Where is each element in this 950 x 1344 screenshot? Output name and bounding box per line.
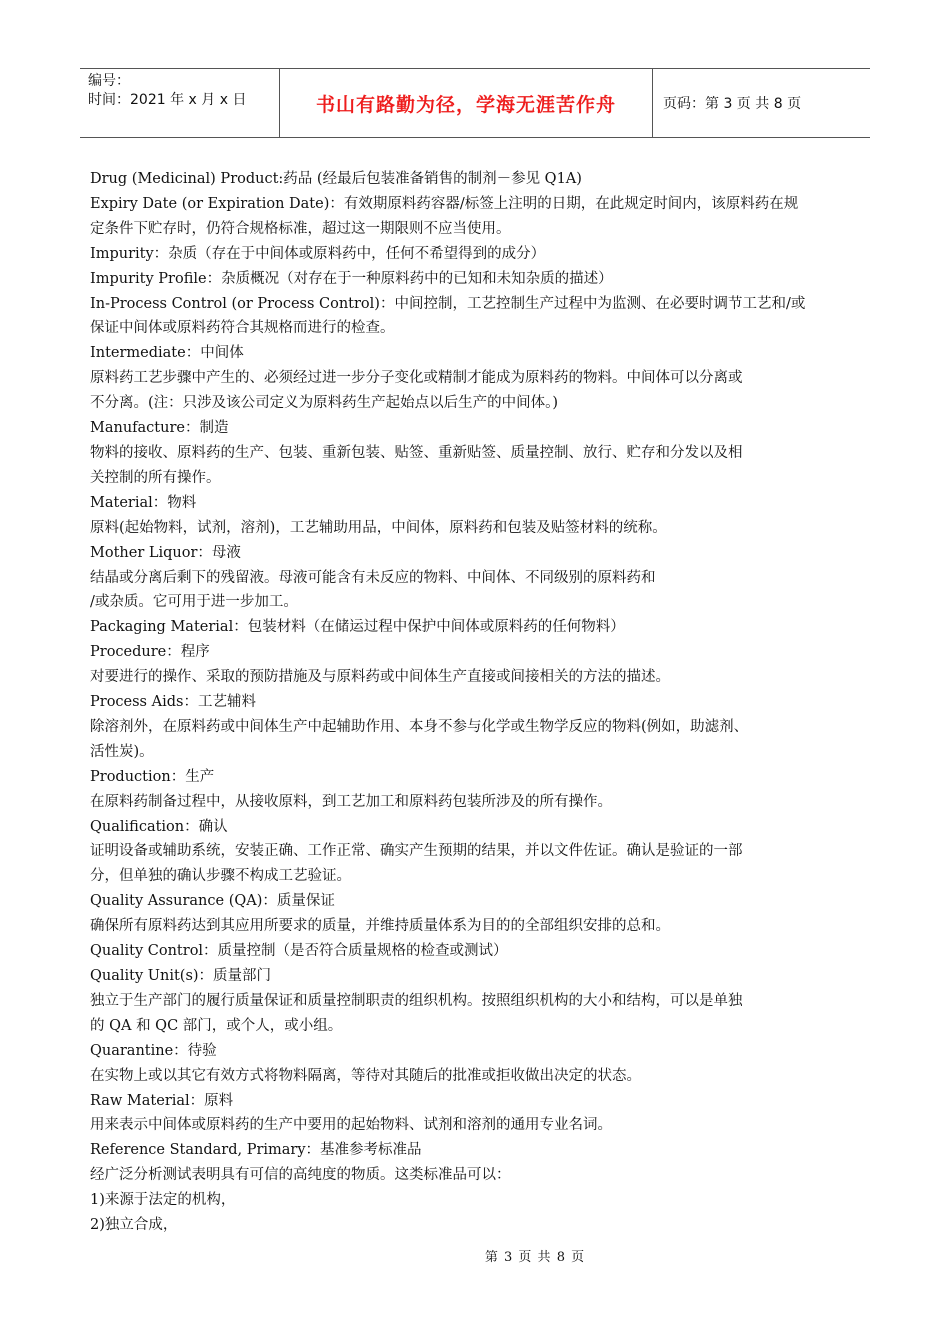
body-line: 1)来源于法定的机构， <box>90 1192 236 1209</box>
body-line: 2)独立合成， <box>90 1217 178 1234</box>
body-line: Manufacture：制造 <box>90 420 229 437</box>
body-line: Quality Control：质量控制（是否符合质量规格的检查或测试） <box>90 943 508 960</box>
body-line: Packaging Material：包装材料（在储运过程中保护中间体或原料药的任何物料） <box>90 619 625 636</box>
body-line: 对要进行的操作、采取的预防措施及与原料药或中间体生产直接或间接相关的方法的描述。 <box>90 669 670 686</box>
document-time-label: 时间：2021 年 x 月 x 日 <box>88 92 247 108</box>
body-line: Production：生产 <box>90 768 215 785</box>
body-line: 原料(起始物料，试剂，溶剂)，工艺辅助用品，中间体，原料药和包装及贴签材料的统称。 <box>90 519 667 536</box>
body-line: 分，但单独的确认步骤不构成工艺验证。 <box>90 868 351 885</box>
page-footer <box>0 1246 950 1265</box>
body-line: Impurity Profile：杂质概况（对存在于一种原料药中的已知和未知杂质的描述） <box>90 270 613 287</box>
body-line: 确保所有原料药达到其应用所要求的质量，并维持质量体系为目的的全部组织安排的总和。 <box>90 918 670 935</box>
header-meta <box>80 69 280 137</box>
body-line: 的 QA 和 QC 部门，或个人，或小组。 <box>90 1017 343 1034</box>
body-line: Material：物料 <box>90 494 197 511</box>
body-line: 除溶剂外，在原料药或中间体生产中起辅助作用、本身不参与化学或生物学反应的物料(例如，助滤剂、 <box>90 718 749 735</box>
page-header <box>80 68 870 138</box>
body-line: Reference Standard, Primary：基准参考标准品 <box>90 1142 422 1159</box>
body-line: 保证中间体或原料药符合其规格而进行的检查。 <box>90 320 395 337</box>
body-line: Raw Material：原料 <box>90 1092 234 1109</box>
body-line: Qualification：确认 <box>90 818 228 835</box>
body-line: Mother Liquor：母液 <box>90 544 241 561</box>
body-line: Procedure：程序 <box>90 644 210 661</box>
body-line: 原料药工艺步骤中产生的、必须经过进一步分子变化或精制才能成为原料药的物料。中间体可以分离或 <box>90 370 743 387</box>
document-body <box>90 167 865 1238</box>
body-line: 在实物上或以其它有效方式将物料隔离，等待对其随后的批准或拒收做出决定的状态。 <box>90 1067 641 1084</box>
body-line: 经广泛分析测试表明具有可信的高纯度的物质。这类标准品可以： <box>90 1167 511 1184</box>
footer-page-number: 第 3 页 共 8 页 <box>484 1250 586 1265</box>
body-line: Drug (Medicinal) Product:药品 (经最后包装准备销售的制剂－参见 Q1A) <box>90 171 582 187</box>
body-line: 关控制的所有操作。 <box>90 469 221 486</box>
body-line: 物料的接收、原料药的生产、包装、重新包装、贴签、重新贴签、质量控制、放行、贮存和分发以及相 <box>90 444 743 461</box>
body-line: Quality Unit(s)：质量部门 <box>90 968 272 984</box>
body-line: 独立于生产部门的履行质量保证和质量控制职责的组织机构。按照组织机构的大小和结构，可以是单独 <box>90 992 743 1009</box>
header-motto: 书山有路勤为径，学海无涯苦作舟 <box>280 69 653 137</box>
body-line: Quarantine：待验 <box>90 1042 217 1059</box>
body-line: Quality Assurance (QA)：质量保证 <box>90 893 335 910</box>
body-line: 在原料药制备过程中，从接收原料，到工艺加工和原料药包装所涉及的所有操作。 <box>90 793 612 810</box>
body-line: 用来表示中间体或原料药的生产中要用的起始物料、试剂和溶剂的通用专业名词。 <box>90 1117 612 1134</box>
body-line: Process Aids：工艺辅料 <box>90 694 256 711</box>
body-line: Intermediate：中间体 <box>90 345 244 362</box>
body-line: Impurity：杂质（存在于中间体或原料药中，任何不希望得到的成分） <box>90 245 546 262</box>
body-line: In-Process Control (or Process Control)：中间控制，工艺控制生产过程中为监测、在必要时调节工艺和/或 <box>90 295 806 312</box>
document-number-label: 编号： <box>88 73 130 89</box>
body-line: 活性炭)。 <box>90 743 154 760</box>
body-line: Expiry Date (or Expiration Date)：有效期原料药容器/标签上注明的日期，在此规定时间内，该原料药在规 <box>90 195 799 212</box>
body-line: /或杂质。它可用于进一步加工。 <box>90 594 298 611</box>
body-line: 结晶或分离后剩下的残留液。母液可能含有未反应的物料、中间体、不同级别的原料药和 <box>90 569 656 586</box>
body-line: 证明设备或辅助系统，安装正确、工作正常、确实产生预期的结果，并以文件佐证。确认是验证的一部 <box>90 843 743 860</box>
header-page-number: 页码：第 3 页 共 8 页 <box>663 96 802 112</box>
body-line: 定条件下贮存时，仍符合规格标准，超过这一期限则不应当使用。 <box>90 220 511 237</box>
body-line: 不分离。(注：只涉及该公司定义为原料药生产起始点以后生产的中间体。) <box>90 395 559 412</box>
